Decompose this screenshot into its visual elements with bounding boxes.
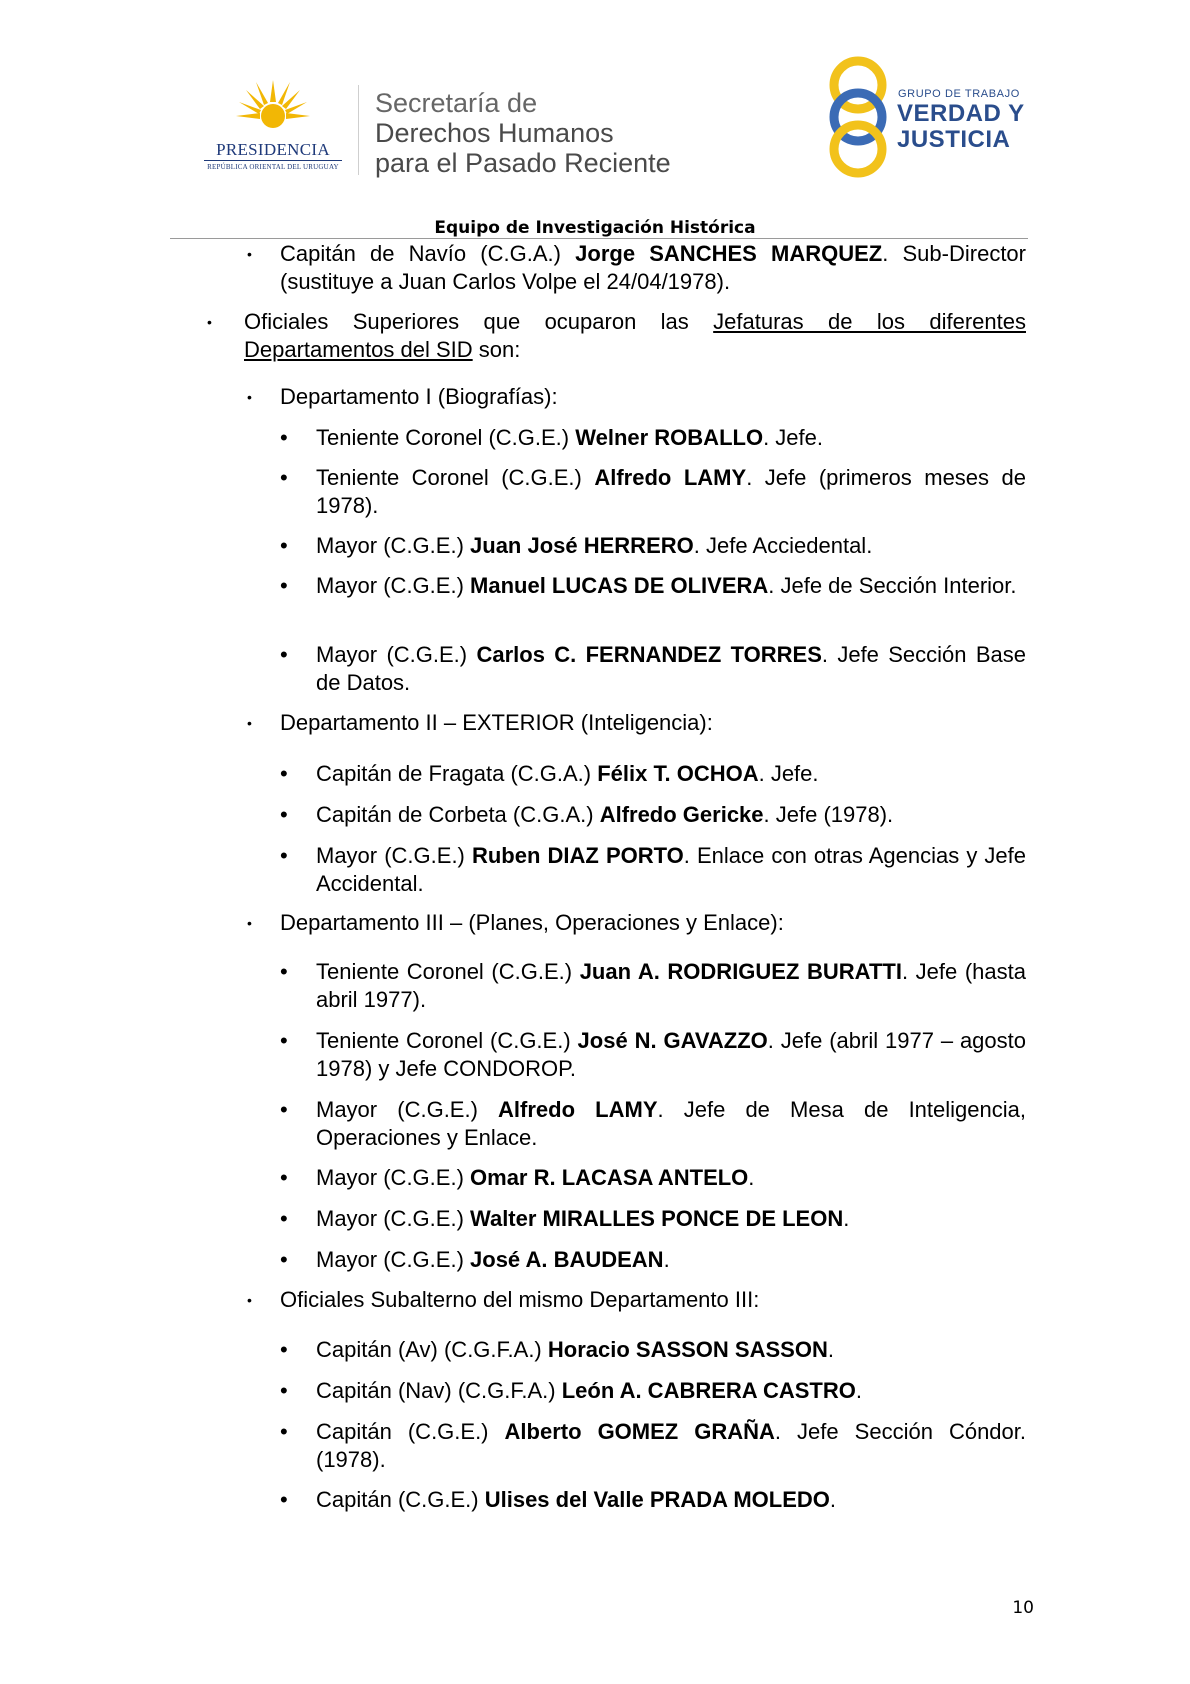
bullet: • [280, 1206, 288, 1231]
bullet: • [280, 802, 288, 827]
bullet: • [280, 533, 288, 558]
secretaria-line-2: Derechos Humanos [375, 118, 614, 149]
list-item: • Capitán (C.G.E.) Alberto GOMEZ GRAÑA. Jefe Sección Cóndor. (1978). [280, 1419, 1027, 1472]
presidencia-subtitle: REPÚBLICA ORIENTAL DEL URUGUAY [207, 163, 339, 171]
list-item: • Mayor (C.G.E.) Juan José HERRERO. Jefe Acciedental. [280, 533, 873, 558]
list-item: • Oficiales Superiores que ocuparon las Jefaturas de los diferentes Departamentos del SID son: [207, 309, 1026, 362]
presidencia-rule [204, 160, 342, 161]
bullet: • [280, 1028, 288, 1053]
department-heading: • Departamento III – (Planes, Operaciones y Enlace): [247, 910, 784, 935]
bullet: • [247, 389, 252, 405]
bullet: • [280, 1487, 288, 1512]
list-item: • Capitán de Corbeta (C.G.A.) Alfredo Gericke. Jefe (1978). [280, 802, 894, 827]
grupo-line-3: JUSTICIA [897, 126, 1011, 153]
bullet: • [280, 465, 288, 490]
bullet: • [280, 573, 288, 598]
list-item: • Capitán de Fragata (C.G.A.) Félix T. OCHOA. Jefe. [280, 761, 819, 786]
list-item: • Teniente Coronel (C.G.E.) Juan A. RODRIGUEZ BURATTI. Jefe (hasta abril 1977). [280, 959, 1026, 1012]
list-item: • Mayor (C.G.E.) Alfredo LAMY. Jefe de Mesa de Inteligencia, Operaciones y Enlace. [280, 1097, 1026, 1150]
grupo-line-2: VERDAD Y [897, 100, 1025, 127]
department-heading: • Oficiales Subalterno del mismo Departamento III: [247, 1287, 760, 1312]
bullet: • [280, 642, 288, 667]
secretaria-line-1: Secretaría de [375, 88, 538, 118]
bullet: • [247, 915, 252, 931]
sun-icon [236, 78, 310, 140]
list-item: • Mayor (C.G.E.) Manuel LUCAS DE OLIVERA. Jefe de Sección Interior. [280, 573, 1017, 598]
department-heading: • Departamento II – EXTERIOR (Inteligencia): [247, 710, 713, 735]
list-item: • Mayor (C.G.E.) Carlos C. FERNANDEZ TORRES. Jefe Sección Base de Datos. [280, 642, 1027, 695]
list-item: • Capitán (Av) (C.G.F.A.) Horacio SASSON SASSON. [280, 1337, 834, 1362]
header-divider [358, 85, 359, 175]
bullet: • [280, 1337, 288, 1362]
rings-icon [822, 55, 894, 179]
bullet: • [280, 1378, 288, 1403]
list-item: • Mayor (C.G.E.) Omar R. LACASA ANTELO. [280, 1165, 755, 1190]
bullet: • [247, 715, 252, 731]
list-item: • Mayor (C.G.E.) José A. BAUDEAN. [280, 1247, 670, 1272]
bullet: • [280, 425, 288, 450]
list-item: • Capitán (Nav) (C.G.F.A.) León A. CABRERA CASTRO. [280, 1378, 862, 1403]
bullet: • [280, 761, 288, 786]
secretaria-line-3: para el Pasado Reciente [375, 148, 671, 179]
presidencia-name: PRESIDENCIA [216, 140, 330, 159]
bullet: • [280, 1247, 288, 1272]
bullet: • [247, 1292, 252, 1308]
verdad-justicia-logo [822, 55, 1025, 185]
department-heading: • Departamento I (Biografías): [247, 384, 558, 409]
bullet: • [247, 246, 252, 262]
bullet: • [280, 959, 288, 984]
list-item: • Teniente Coronel (C.G.E.) Alfredo LAMY. Jefe (primeros meses de 1978). [280, 465, 1026, 518]
bullet: • [280, 1165, 288, 1190]
bullet: • [207, 314, 212, 330]
list-item: • Capitán (C.G.E.) Ulises del Valle PRADA MOLEDO. [280, 1487, 837, 1512]
bullet: • [280, 1419, 288, 1444]
list-item: • Teniente Coronel (C.G.E.) Welner ROBALLO. Jefe. [280, 425, 823, 450]
grupo-line-1: GRUPO DE TRABAJO [898, 88, 1020, 100]
list-item: • Teniente Coronel (C.G.E.) José N. GAVAZZO. Jefe (abril 1977 – agosto 1978) y Jefe CONDOROP. [280, 1028, 1026, 1081]
list-item: • Mayor (C.G.E.) Walter MIRALLES PONCE DE LEON. [280, 1206, 850, 1231]
title-rule [170, 238, 1028, 239]
bullet: • [280, 1097, 288, 1122]
page-number: 10 [1012, 1598, 1034, 1618]
list-item: • Capitán de Navío (C.G.A.) Jorge SANCHES MARQUEZ. Sub-Director (sustituye a Juan Carlos Volpe el 24/04/1978). [247, 241, 1026, 294]
bullet: • [280, 843, 288, 868]
team-title: Equipo de Investigación Histórica [434, 218, 756, 238]
list-item: • Mayor (C.G.E.) Ruben DIAZ PORTO. Enlace con otras Agencias y Jefe Accidental. [280, 843, 1026, 896]
secretaria-logo-text [375, 88, 671, 179]
presidencia-logo [198, 78, 348, 178]
